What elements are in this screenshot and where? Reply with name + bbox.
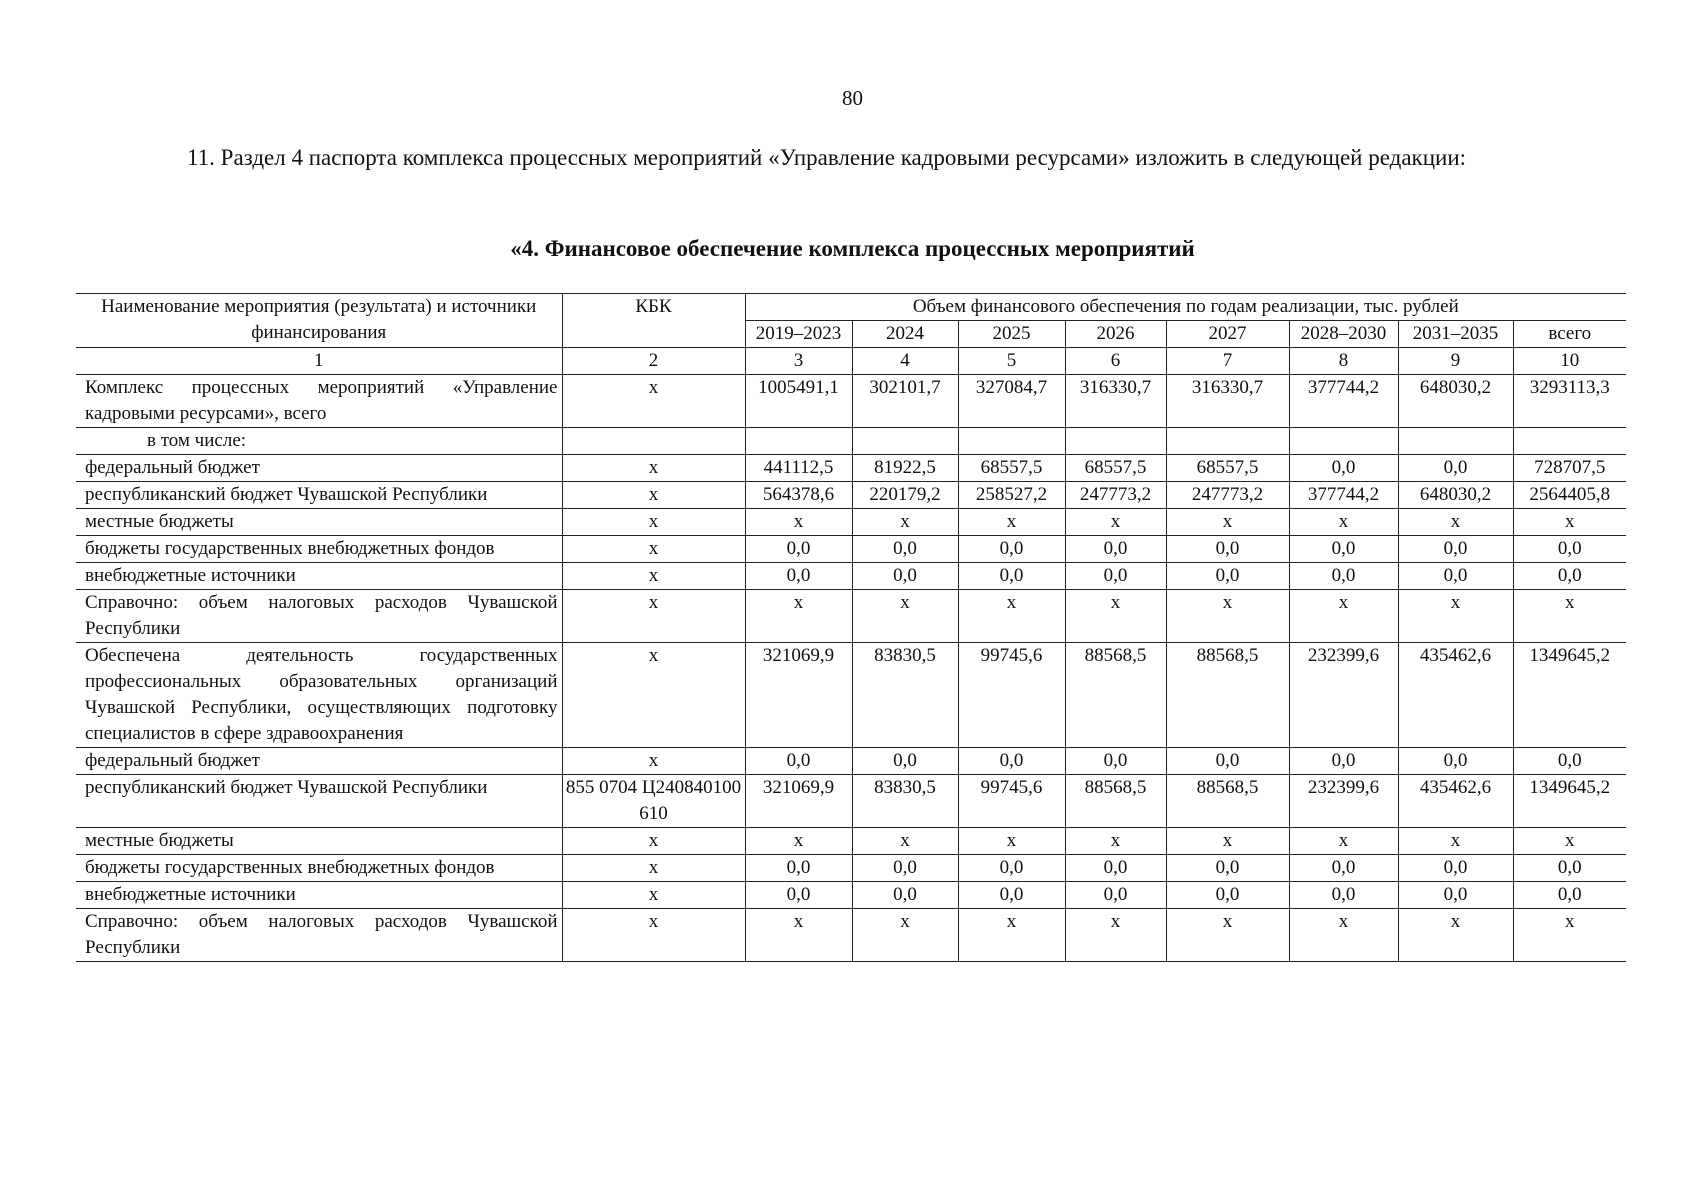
row-value: 88568,5	[1065, 643, 1166, 748]
row-value: 327084,7	[958, 375, 1065, 428]
row-value: 0,0	[1398, 855, 1513, 882]
row-value: 1005491,1	[745, 375, 852, 428]
row-value: 247773,2	[1166, 482, 1289, 509]
row-name: Обеспечена деятельность государственных профессиональных образовательных организаций Чувашской Республики, осуществляющих подготовку специалистов в сфере здравоохранения	[76, 643, 562, 748]
header-year: 2028–2030	[1289, 321, 1398, 348]
row-value: 0,0	[1065, 748, 1166, 775]
table-row	[76, 509, 1626, 536]
row-value: х	[1513, 509, 1626, 536]
header-name: Наименование мероприятия (результата) и источники финансирования	[76, 294, 562, 348]
row-kbk: х	[562, 909, 745, 962]
row-value: 377744,2	[1289, 375, 1398, 428]
row-value: х	[745, 828, 852, 855]
row-value: х	[958, 590, 1065, 643]
row-name: Справочно: объем налоговых расходов Чувашской Республики	[76, 909, 562, 962]
row-value: 0,0	[1065, 563, 1166, 590]
row-kbk: х	[562, 643, 745, 748]
row-value: 3293113,3	[1513, 375, 1626, 428]
row-value: 0,0	[745, 855, 852, 882]
row-value: 0,0	[1166, 536, 1289, 563]
row-kbk: х	[562, 882, 745, 909]
column-number: 2	[562, 348, 745, 375]
row-value: 316330,7	[1166, 375, 1289, 428]
column-number: 7	[1166, 348, 1289, 375]
row-value: х	[1513, 909, 1626, 962]
row-name: местные бюджеты	[76, 509, 562, 536]
row-value: 88568,5	[1166, 643, 1289, 748]
header-year: 2027	[1166, 321, 1289, 348]
row-value: 0,0	[1289, 455, 1398, 482]
row-value: 0,0	[958, 748, 1065, 775]
row-value: 0,0	[1166, 748, 1289, 775]
row-value: х	[958, 509, 1065, 536]
row-value	[745, 428, 852, 455]
header-year: 2025	[958, 321, 1065, 348]
row-value: 435462,6	[1398, 775, 1513, 828]
row-value: х	[1398, 909, 1513, 962]
row-value: х	[1166, 909, 1289, 962]
row-value: х	[1065, 590, 1166, 643]
row-value: х	[852, 509, 958, 536]
row-value: х	[1166, 828, 1289, 855]
table-row	[76, 748, 1626, 775]
row-value: 728707,5	[1513, 455, 1626, 482]
table-row	[76, 536, 1626, 563]
row-value: х	[1289, 909, 1398, 962]
row-value: 0,0	[958, 855, 1065, 882]
section-title: «4. Финансовое обеспечение комплекса процессных мероприятий	[510, 236, 1195, 261]
row-value: 1349645,2	[1513, 775, 1626, 828]
row-name: республиканский бюджет Чувашской Республики	[76, 482, 562, 509]
row-value: 321069,9	[745, 775, 852, 828]
row-value: х	[1065, 509, 1166, 536]
row-value: 232399,6	[1289, 775, 1398, 828]
row-value: х	[1398, 828, 1513, 855]
row-value: 0,0	[745, 748, 852, 775]
row-value: 88568,5	[1065, 775, 1166, 828]
row-kbk: х	[562, 828, 745, 855]
row-value: 83830,5	[852, 775, 958, 828]
intro-paragraph: 11. Раздел 4 паспорта комплекса процессных мероприятий «Управление кадровыми ресурсами» изложить в следующей редакции:	[187, 145, 1467, 170]
row-value: х	[1289, 590, 1398, 643]
row-value: х	[1166, 509, 1289, 536]
row-value: 0,0	[1289, 882, 1398, 909]
row-value: 0,0	[1289, 748, 1398, 775]
row-value: 0,0	[958, 882, 1065, 909]
row-value: 0,0	[745, 882, 852, 909]
row-name: республиканский бюджет Чувашской Республики	[76, 775, 562, 828]
row-value: х	[852, 909, 958, 962]
row-value: 0,0	[958, 563, 1065, 590]
row-value: 0,0	[1513, 882, 1626, 909]
row-name: бюджеты государственных внебюджетных фондов	[76, 536, 562, 563]
header-volume: Объем финансового обеспечения по годам реализации, тыс. рублей	[745, 294, 1626, 321]
header-year: 2019–2023	[745, 321, 852, 348]
row-value: 0,0	[1398, 748, 1513, 775]
row-value: 0,0	[852, 563, 958, 590]
header-year: 2026	[1065, 321, 1166, 348]
row-value: х	[745, 509, 852, 536]
table-row	[76, 775, 1626, 828]
row-value: 435462,6	[1398, 643, 1513, 748]
row-value: х	[958, 828, 1065, 855]
table-row	[76, 563, 1626, 590]
row-name: Справочно: объем налоговых расходов Чувашской Республики	[76, 590, 562, 643]
row-name: федеральный бюджет	[76, 748, 562, 775]
header-year: 2031–2035	[1398, 321, 1513, 348]
column-number: 4	[852, 348, 958, 375]
row-kbk: х	[562, 375, 745, 428]
row-value: х	[1289, 509, 1398, 536]
row-name: Комплекс процессных мероприятий «Управление кадровыми ресурсами», всего	[76, 375, 562, 428]
row-value: 441112,5	[745, 455, 852, 482]
table-row	[76, 455, 1626, 482]
row-value: 68557,5	[958, 455, 1065, 482]
row-value: 0,0	[852, 855, 958, 882]
row-value: х	[1513, 590, 1626, 643]
header-kbk: КБК	[562, 294, 745, 348]
row-kbk	[562, 428, 745, 455]
row-name: внебюджетные источники	[76, 563, 562, 590]
row-value: 99745,6	[958, 775, 1065, 828]
page-number: 80	[842, 86, 863, 110]
row-value: 0,0	[1513, 855, 1626, 882]
row-kbk: 855 0704 Ц240840100 610	[562, 775, 745, 828]
row-value: 321069,9	[745, 643, 852, 748]
row-value: 0,0	[745, 536, 852, 563]
row-value	[1065, 428, 1166, 455]
row-value: х	[1065, 828, 1166, 855]
row-kbk: х	[562, 455, 745, 482]
row-value	[1289, 428, 1398, 455]
table-row	[76, 828, 1626, 855]
table-row	[76, 909, 1626, 962]
row-value: 247773,2	[1065, 482, 1166, 509]
row-value: 83830,5	[852, 643, 958, 748]
header-year: 2024	[852, 321, 958, 348]
row-value: 0,0	[1166, 563, 1289, 590]
row-value: х	[1166, 590, 1289, 643]
row-value: 0,0	[1289, 855, 1398, 882]
row-value: 648030,2	[1398, 375, 1513, 428]
row-value: 0,0	[1289, 536, 1398, 563]
row-value: 0,0	[745, 563, 852, 590]
row-value: 232399,6	[1289, 643, 1398, 748]
row-value: х	[852, 828, 958, 855]
row-value: 0,0	[852, 882, 958, 909]
row-name: местные бюджеты	[76, 828, 562, 855]
table-header	[76, 294, 1626, 348]
row-value: 0,0	[1166, 882, 1289, 909]
row-value: 1349645,2	[1513, 643, 1626, 748]
table-row	[76, 643, 1626, 748]
row-value	[958, 428, 1065, 455]
row-value: 0,0	[1065, 536, 1166, 563]
row-name: бюджеты государственных внебюджетных фондов	[76, 855, 562, 882]
row-value: 316330,7	[1065, 375, 1166, 428]
row-name: внебюджетные источники	[76, 882, 562, 909]
row-value: х	[1065, 909, 1166, 962]
row-value: 0,0	[1166, 855, 1289, 882]
row-value: х	[852, 590, 958, 643]
row-value: 0,0	[852, 536, 958, 563]
row-value	[1166, 428, 1289, 455]
row-value: 0,0	[1065, 855, 1166, 882]
row-value: 68557,5	[1065, 455, 1166, 482]
row-kbk: х	[562, 855, 745, 882]
table-body	[76, 348, 1626, 962]
table-row	[76, 482, 1626, 509]
row-value: х	[745, 590, 852, 643]
row-value: 377744,2	[1289, 482, 1398, 509]
row-value: 220179,2	[852, 482, 958, 509]
row-value: 0,0	[1398, 563, 1513, 590]
row-name: федеральный бюджет	[76, 455, 562, 482]
row-value	[1513, 428, 1626, 455]
header-year-total: всего	[1513, 321, 1626, 348]
row-value	[1398, 428, 1513, 455]
row-value: 258527,2	[958, 482, 1065, 509]
row-kbk: х	[562, 563, 745, 590]
table-row	[76, 428, 1626, 455]
row-value: 0,0	[1513, 563, 1626, 590]
row-name: в том числе:	[76, 428, 562, 455]
row-value: 0,0	[1398, 455, 1513, 482]
column-numbers-row	[76, 348, 1626, 375]
row-value: 0,0	[1398, 882, 1513, 909]
column-number: 6	[1065, 348, 1166, 375]
table-row	[76, 590, 1626, 643]
row-value: х	[1513, 828, 1626, 855]
row-value: х	[745, 909, 852, 962]
row-value: х	[958, 909, 1065, 962]
row-value: 0,0	[1289, 563, 1398, 590]
table-row	[76, 855, 1626, 882]
row-kbk: х	[562, 590, 745, 643]
row-kbk: х	[562, 748, 745, 775]
column-number: 8	[1289, 348, 1398, 375]
row-value: 0,0	[958, 536, 1065, 563]
row-kbk: х	[562, 536, 745, 563]
row-value: х	[1398, 590, 1513, 643]
table-row	[76, 882, 1626, 909]
column-number: 10	[1513, 348, 1626, 375]
column-number: 9	[1398, 348, 1513, 375]
row-value: 648030,2	[1398, 482, 1513, 509]
row-value: 564378,6	[745, 482, 852, 509]
row-value: 0,0	[1065, 882, 1166, 909]
table-row	[76, 375, 1626, 428]
row-value: 0,0	[1513, 748, 1626, 775]
row-value: 0,0	[852, 748, 958, 775]
row-value: 2564405,8	[1513, 482, 1626, 509]
row-value: 302101,7	[852, 375, 958, 428]
row-value: 0,0	[1513, 536, 1626, 563]
row-value: 0,0	[1398, 536, 1513, 563]
row-kbk: х	[562, 482, 745, 509]
row-value: 81922,5	[852, 455, 958, 482]
row-value: х	[1289, 828, 1398, 855]
row-value: 99745,6	[958, 643, 1065, 748]
row-value: 68557,5	[1166, 455, 1289, 482]
column-number: 1	[76, 348, 562, 375]
row-value: х	[1398, 509, 1513, 536]
row-value: 88568,5	[1166, 775, 1289, 828]
column-number: 3	[745, 348, 852, 375]
column-number: 5	[958, 348, 1065, 375]
financing-table	[76, 293, 1626, 962]
row-value	[852, 428, 958, 455]
row-kbk: х	[562, 509, 745, 536]
